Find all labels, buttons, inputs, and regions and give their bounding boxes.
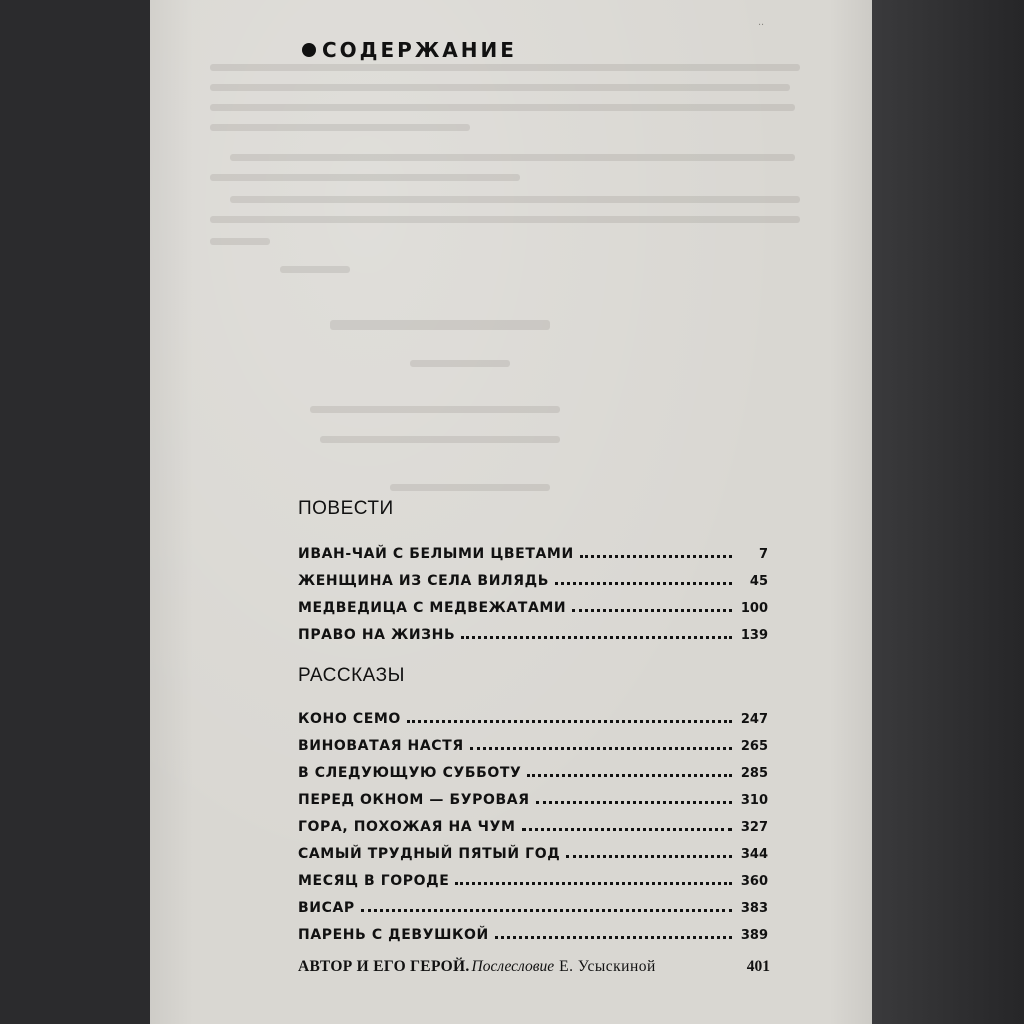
toc-entry-page: 139: [740, 628, 768, 643]
toc-entry-title: ПРАВО НА ЖИЗНЬ: [298, 627, 456, 643]
afterword-title: АВТОР И ЕГО ГЕРОЙ.: [298, 958, 470, 975]
toc-entry-title: В СЛЕДУЮЩУЮ СУББОТУ: [298, 765, 522, 781]
toc-entry[interactable]: [298, 590, 768, 616]
dot-leader: [522, 828, 732, 831]
afterword-author: Е. Усыскиной: [559, 958, 656, 975]
contents-heading-text: СОДЕРЖАНИЕ: [322, 38, 517, 62]
toc-entry-title: ВИСАР: [298, 900, 355, 916]
dot-leader: [527, 774, 732, 777]
toc-entry[interactable]: [298, 728, 768, 754]
toc-entry-page: 383: [740, 901, 768, 916]
toc-entry[interactable]: [298, 917, 768, 943]
section-label-rasskazy: РАССКАЗЫ: [298, 665, 405, 686]
afterword-page: 401: [746, 958, 770, 975]
toc-entry[interactable]: [298, 563, 768, 589]
toc-entry[interactable]: [298, 755, 768, 781]
toc-entry[interactable]: [298, 701, 768, 727]
dot-leader: [455, 882, 732, 885]
dot-leader: [580, 555, 732, 558]
afterword-entry[interactable]: [298, 958, 770, 976]
dot-leader: [461, 636, 732, 639]
toc-entry-page: 344: [740, 847, 768, 862]
toc-entry[interactable]: [298, 836, 768, 862]
contents-heading: [302, 38, 517, 62]
toc-entry-page: 7: [758, 547, 768, 562]
afterword-label: Послесловие: [471, 958, 555, 975]
toc-entry-page: 100: [740, 601, 768, 616]
toc-entry-title: САМЫЙ ТРУДНЫЙ ПЯТЫЙ ГОД: [298, 846, 561, 862]
page-corner-mark: ..: [758, 16, 765, 28]
dot-leader: [572, 609, 732, 612]
dot-leader: [495, 936, 732, 939]
toc-entry-title: МЕСЯЦ В ГОРОДЕ: [298, 873, 450, 889]
toc-entry-title: ПЕРЕД ОКНОМ — БУРОВАЯ: [298, 792, 530, 808]
toc-entry-title: ГОРА, ПОХОЖАЯ НА ЧУМ: [298, 819, 516, 835]
dot-leader: [407, 720, 732, 723]
toc-entry-page: 285: [740, 766, 768, 781]
toc-entry[interactable]: [298, 617, 768, 643]
toc-entry[interactable]: [298, 809, 768, 835]
toc-entry-title: МЕДВЕДИЦА С МЕДВЕЖАТАМИ: [298, 600, 567, 616]
toc-entry-title: ПАРЕНЬ С ДЕВУШКОЙ: [298, 927, 489, 943]
bullet-icon: [302, 43, 316, 57]
toc-entry[interactable]: [298, 863, 768, 889]
toc-entry[interactable]: [298, 536, 768, 562]
toc-entry-page: 45: [749, 574, 768, 589]
toc-entry-title: ЖЕНЩИНА ИЗ СЕЛА ВИЛЯДЬ: [298, 573, 549, 589]
dot-leader: [566, 855, 732, 858]
toc-entry[interactable]: [298, 890, 768, 916]
toc-entry-title: ВИНОВАТАЯ НАСТЯ: [298, 738, 464, 754]
toc-entry-page: 327: [740, 820, 768, 835]
background-shadow: [872, 0, 1024, 1024]
book-page: [150, 0, 872, 1024]
toc-entry-title: ИВАН-ЧАЙ С БЕЛЫМИ ЦВЕТАМИ: [298, 546, 574, 562]
toc-entry-page: 265: [740, 739, 768, 754]
toc-entry-title: КОНО СЕМО: [298, 711, 401, 727]
toc-entry-page: 389: [740, 928, 768, 943]
toc-entry[interactable]: [298, 782, 768, 808]
toc-entry-page: 310: [740, 793, 768, 808]
dot-leader: [555, 582, 732, 585]
toc-entry-page: 247: [740, 712, 768, 727]
section-label-povesti: ПОВЕСТИ: [298, 498, 394, 519]
toc-entry-page: 360: [740, 874, 768, 889]
bleed-through-texture: [210, 60, 810, 500]
dot-leader: [536, 801, 732, 804]
dot-leader: [361, 909, 732, 912]
dot-leader: [470, 747, 732, 750]
